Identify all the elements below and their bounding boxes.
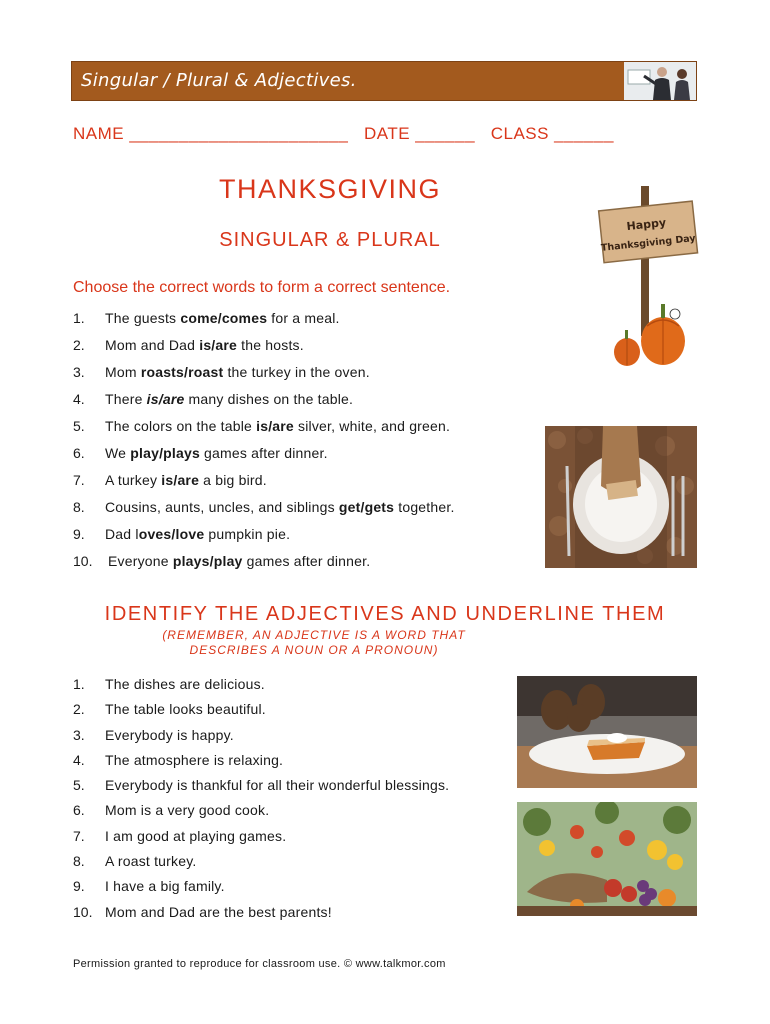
sign-text-line2: Thanksgiving Day <box>600 232 697 254</box>
header-banner <box>71 61 697 101</box>
place-setting-photo <box>545 426 697 568</box>
banner-title: Singular / Plural & Adjectives. <box>81 70 357 91</box>
thanksgiving-sign-image <box>597 186 699 372</box>
page-subtitle: SINGULAR & PLURAL <box>219 229 441 251</box>
sign-text-line1: Happy <box>625 216 667 234</box>
name-date-class-line: NAME ______________________ DATE ______ CLASS ______ <box>73 124 614 143</box>
section-2-title: IDENTIFY THE ADJECTIVES AND UNDERLINE THEM <box>104 603 666 625</box>
adjective-note: (REMEMBER, AN ADJECTIVE IS A WORD THAT DESCRIBES A NOUN OR A PRONOUN) <box>162 628 466 657</box>
cornucopia-photo <box>517 802 697 916</box>
pumpkin-pie-photo <box>517 676 697 788</box>
teacher-photo <box>624 62 696 100</box>
instruction-text: Choose the correct words to form a correct sentence. <box>73 279 451 296</box>
footer-permission-text: Permission granted to reproduce for classroom use. © www.talkmor.com <box>73 958 446 970</box>
page-title: THANKSGIVING <box>218 174 442 204</box>
